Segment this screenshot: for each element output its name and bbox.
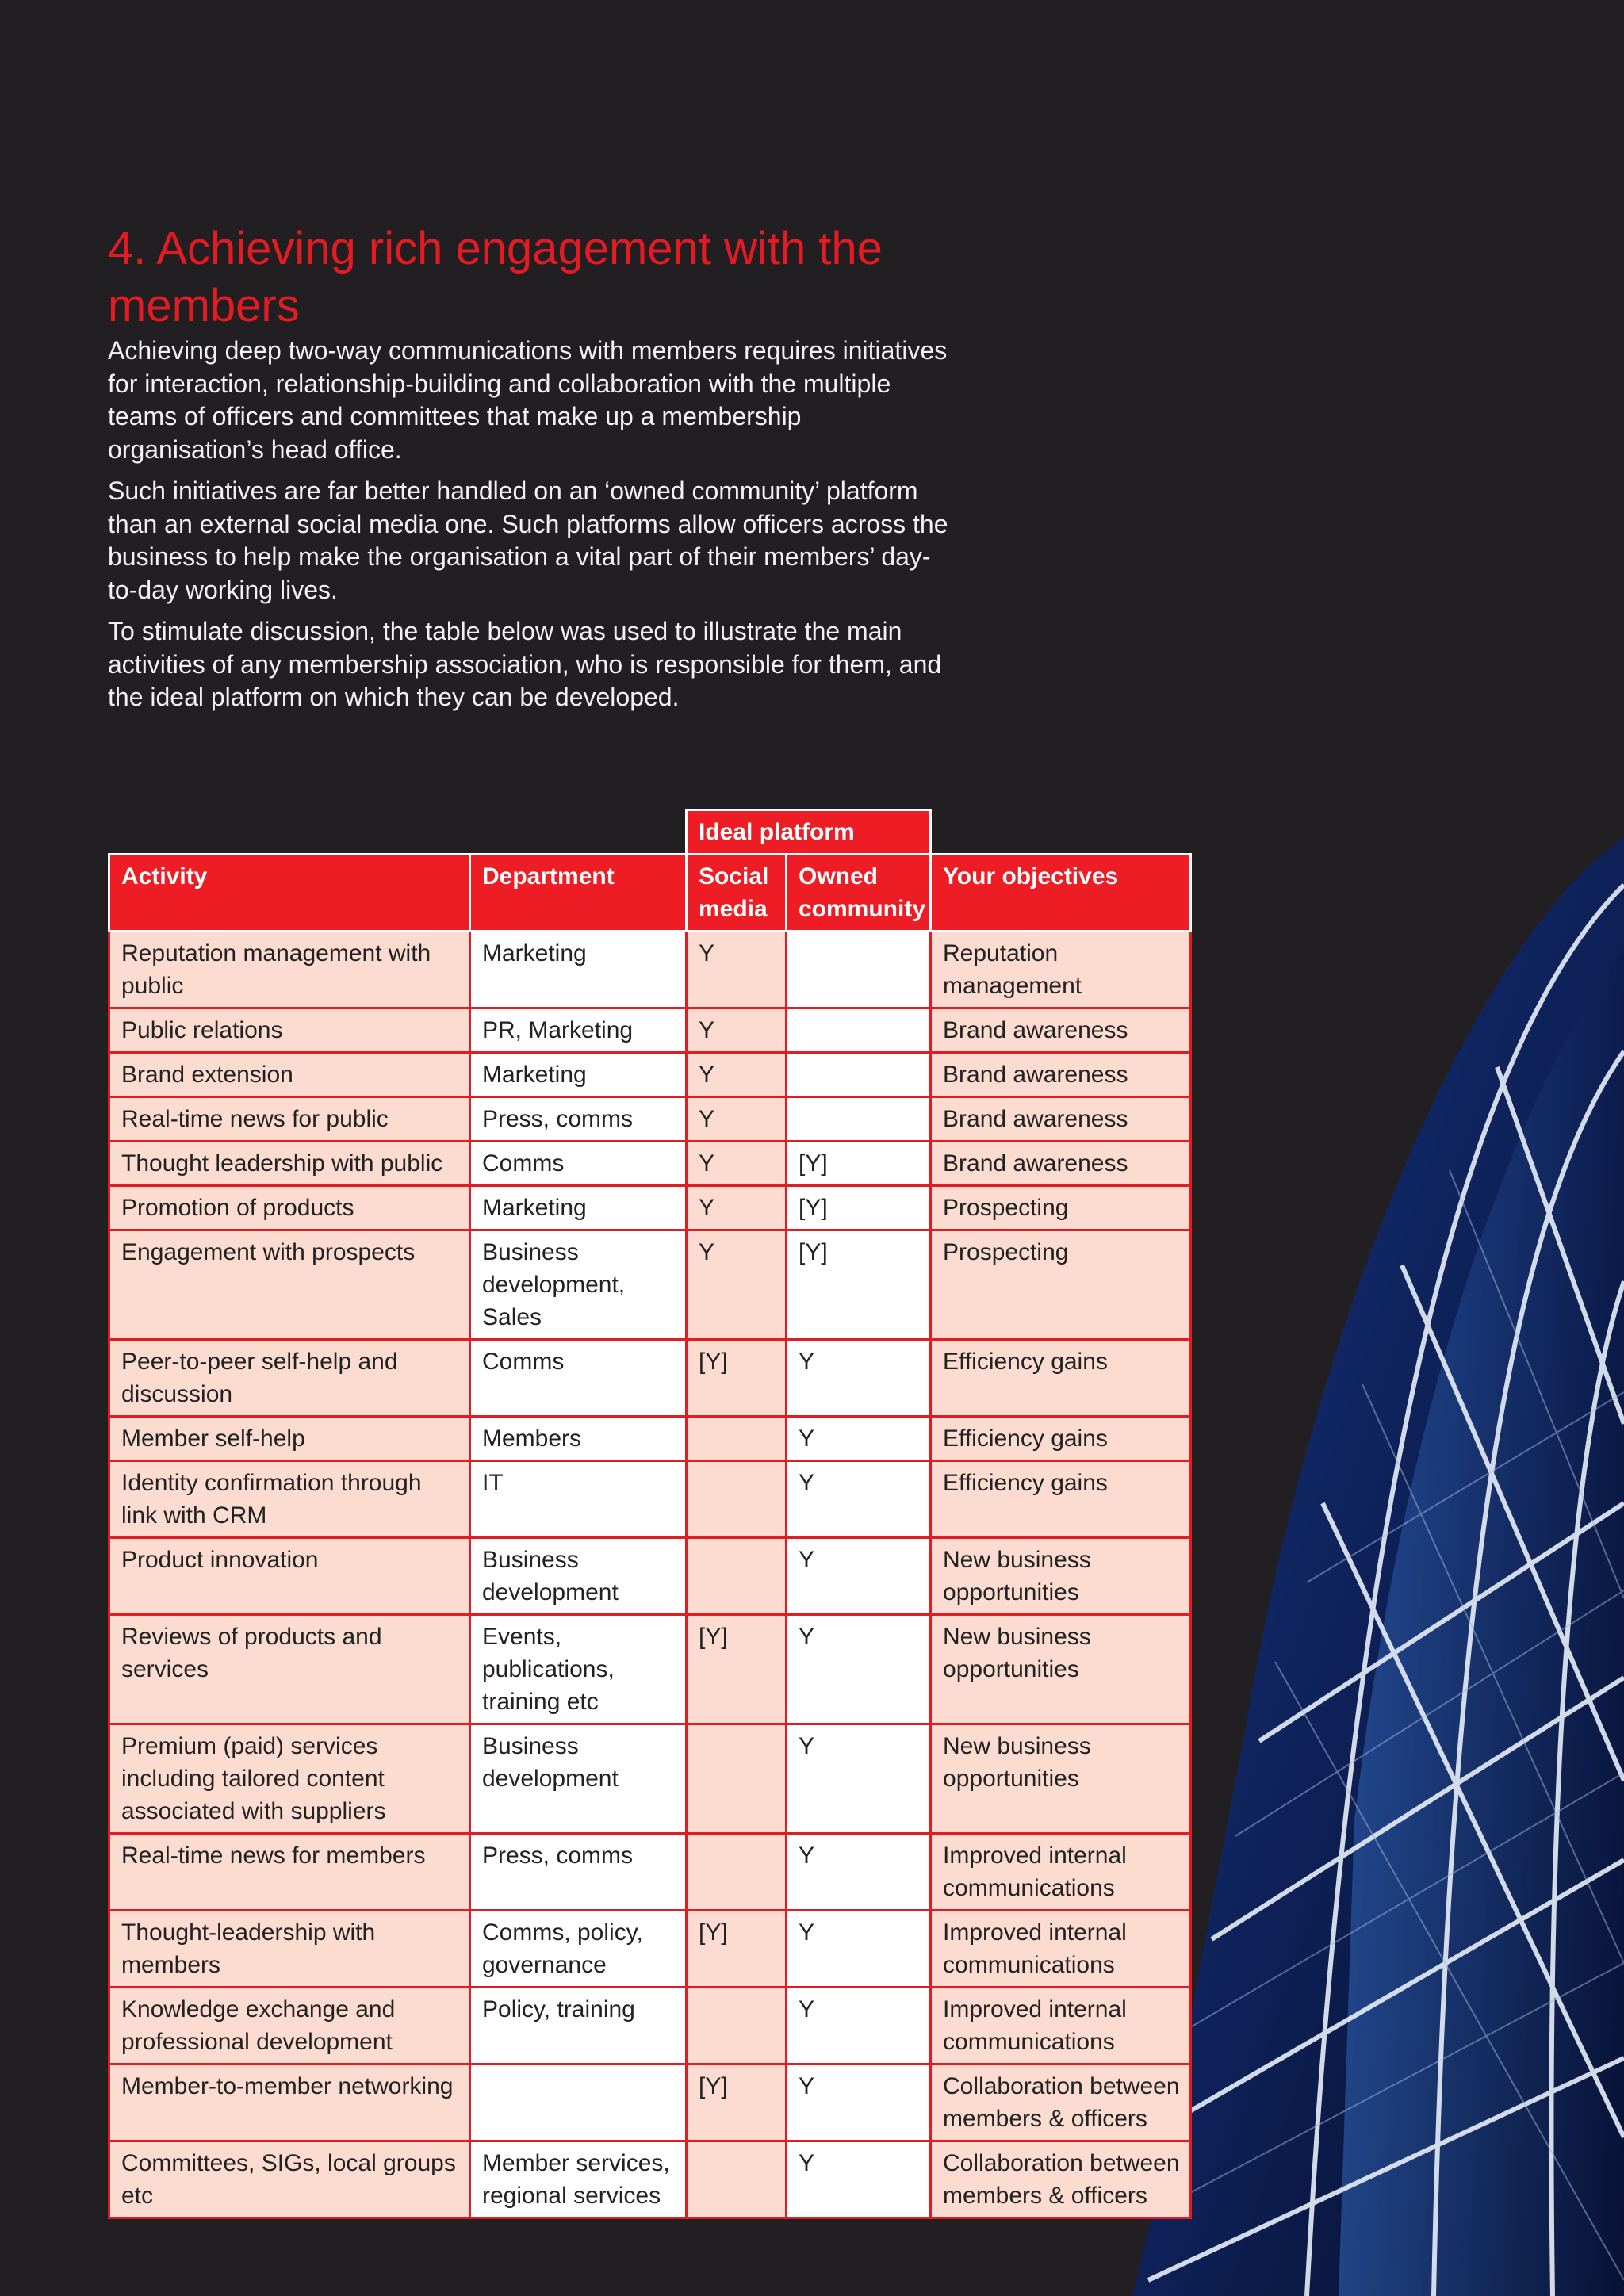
table-cell: Improved internal communications — [931, 1834, 1191, 1911]
table-cell: Efficiency gains — [931, 1461, 1191, 1538]
table-cell: Collaboration between members & officers — [931, 2064, 1191, 2141]
group-header-ideal-platform: Ideal platform — [687, 810, 931, 855]
table-row — [109, 1615, 1191, 1724]
table-cell: Y — [787, 1724, 931, 1834]
paragraph: Achieving deep two-way communications with members requires initiatives for interaction, relationship-building and collaboration with the multiple teams of officers and committees that make up a membership organisation’s head office. — [108, 336, 948, 464]
table-cell: Brand awareness — [931, 1142, 1191, 1186]
table-cell: [Y] — [687, 2064, 787, 2141]
table-cell: Press, comms — [470, 1097, 687, 1142]
table-cell: Marketing — [470, 932, 687, 1008]
table-cell: Comms — [470, 1340, 687, 1417]
table-cell: Member-to-member networking — [109, 2064, 470, 2141]
table-cell: Premium (paid) services including tailored content associated with suppliers — [109, 1724, 470, 1834]
table-cell: Engagement with prospects — [109, 1230, 470, 1340]
table-cell: Comms — [470, 1142, 687, 1186]
table-cell: Y — [687, 1230, 787, 1340]
table-cell: Y — [787, 1461, 931, 1538]
table-cell: Reviews of products and services — [109, 1615, 470, 1724]
table-cell: Peer-to-peer self-help and discussion — [109, 1340, 470, 1417]
table-cell: [Y] — [687, 1615, 787, 1724]
table-cell: Marketing — [470, 1053, 687, 1097]
table-cell: [Y] — [787, 1186, 931, 1230]
table-cell: Y — [787, 2141, 931, 2218]
column-header: Department — [470, 855, 687, 932]
table-cell: Collaboration between members & officers — [931, 2141, 1191, 2218]
table-cell: Knowledge exchange and professional development — [109, 1988, 470, 2064]
table-row — [109, 1230, 1191, 1340]
table-row — [109, 1724, 1191, 1834]
table-cell — [687, 1834, 787, 1911]
table-cell: Y — [787, 2064, 931, 2141]
table-cell — [787, 1008, 931, 1053]
table-cell — [787, 1097, 931, 1142]
paragraph: To stimulate discussion, the table below was used to illustrate the main activities of any membership association, who is responsible for them, and the ideal platform on which they can be developed. — [108, 617, 942, 711]
column-header: Owned community — [787, 855, 931, 932]
table-cell: New business opportunities — [931, 1615, 1191, 1724]
table-cell: PR, Marketing — [470, 1008, 687, 1053]
table-cell: Brand awareness — [931, 1097, 1191, 1142]
table-row — [109, 1834, 1191, 1911]
table-cell: Efficiency gains — [931, 1417, 1191, 1461]
table-cell: Y — [787, 1911, 931, 1988]
table-cell — [787, 1053, 931, 1097]
table-cell: Policy, training — [470, 1988, 687, 2064]
table-cell: Y — [687, 1142, 787, 1186]
table-cell: Y — [787, 1615, 931, 1724]
table-row — [109, 1097, 1191, 1142]
page-title: 4. Achieving rich engagement with the members — [108, 223, 883, 331]
table-body — [109, 932, 1191, 2218]
table-cell: Improved internal communications — [931, 1911, 1191, 1988]
table-cell: Y — [787, 1988, 931, 2064]
table-row — [109, 932, 1191, 1008]
table-cell: [Y] — [787, 1142, 931, 1186]
table-cell: Prospecting — [931, 1230, 1191, 1340]
table-row — [109, 1538, 1191, 1615]
table-cell: IT — [470, 1461, 687, 1538]
table-cell: [Y] — [787, 1230, 931, 1340]
table-cell: Promotion of products — [109, 1186, 470, 1230]
table-cell: Y — [687, 1097, 787, 1142]
table-cell: Comms, policy, governance — [470, 1911, 687, 1988]
table-cell: Business development, Sales — [470, 1230, 687, 1340]
table-cell: Efficiency gains — [931, 1340, 1191, 1417]
header-row — [109, 855, 1191, 932]
table-row — [109, 1142, 1191, 1186]
table-cell: Improved internal communications — [931, 1988, 1191, 2064]
table-cell: Real-time news for members — [109, 1834, 470, 1911]
table-cell: Member services, regional services — [470, 2141, 687, 2218]
table-cell — [687, 1461, 787, 1538]
table-cell: Brand awareness — [931, 1008, 1191, 1053]
table-cell — [687, 1724, 787, 1834]
table-cell: Real-time news for public — [109, 1097, 470, 1142]
column-header: Activity — [109, 855, 470, 932]
table-cell: Prospecting — [931, 1186, 1191, 1230]
table-cell — [687, 2141, 787, 2218]
paragraph: Such initiatives are far better handled on an ‘owned community’ platform than an external social media one. Such platforms allow officers across the business to help make the organisation a vital part of their members’ day-to-day working lives. — [108, 476, 948, 604]
table-cell: Y — [687, 1053, 787, 1097]
table-row — [109, 1988, 1191, 2064]
table-cell — [687, 1988, 787, 2064]
table-cell: Y — [687, 1186, 787, 1230]
table-cell: Business development — [470, 1538, 687, 1615]
intro-text — [108, 335, 948, 723]
table-cell: Thought leadership with public — [109, 1142, 470, 1186]
table-row — [109, 1186, 1191, 1230]
table-cell: Marketing — [470, 1186, 687, 1230]
table-cell: Business development — [470, 1724, 687, 1834]
table-cell: New business opportunities — [931, 1724, 1191, 1834]
table-cell — [470, 2064, 687, 2141]
table-row — [109, 2064, 1191, 2141]
table-row — [109, 2141, 1191, 2218]
table-cell: Press, comms — [470, 1834, 687, 1911]
table-cell: Thought-leadership with members — [109, 1911, 470, 1988]
table-cell: Y — [787, 1538, 931, 1615]
table-row — [109, 1461, 1191, 1538]
table-cell — [787, 932, 931, 1008]
table-cell: Y — [787, 1340, 931, 1417]
table-cell: Reputation management with public — [109, 932, 470, 1008]
table-cell: Brand extension — [109, 1053, 470, 1097]
table-cell: Events, publications, training etc — [470, 1615, 687, 1724]
table-cell: Committees, SIGs, local groups etc — [109, 2141, 470, 2218]
table-cell: [Y] — [687, 1911, 787, 1988]
table-cell — [687, 1538, 787, 1615]
table-row — [109, 1008, 1191, 1053]
table-row — [109, 1417, 1191, 1461]
table-cell: Y — [687, 1008, 787, 1053]
table-cell: Members — [470, 1417, 687, 1461]
table-cell: Product innovation — [109, 1538, 470, 1615]
activities-table — [108, 809, 1192, 2219]
table-cell: [Y] — [687, 1340, 787, 1417]
table-cell: New business opportunities — [931, 1538, 1191, 1615]
table-cell: Public relations — [109, 1008, 470, 1053]
table-cell: Reputation management — [931, 932, 1191, 1008]
table-cell: Y — [687, 932, 787, 1008]
table-row — [109, 1911, 1191, 1988]
table-row — [109, 1053, 1191, 1097]
table-cell — [687, 1417, 787, 1461]
table-cell: Identity confirmation through link with CRM — [109, 1461, 470, 1538]
column-header: Your objectives — [931, 855, 1191, 932]
table-cell: Y — [787, 1417, 931, 1461]
table-cell: Brand awareness — [931, 1053, 1191, 1097]
table-cell: Member self-help — [109, 1417, 470, 1461]
table-cell: Y — [787, 1834, 931, 1911]
table-row — [109, 1340, 1191, 1417]
activities-table-container — [108, 809, 1189, 2219]
column-header: Social media — [687, 855, 787, 932]
group-header-row — [109, 810, 1191, 855]
